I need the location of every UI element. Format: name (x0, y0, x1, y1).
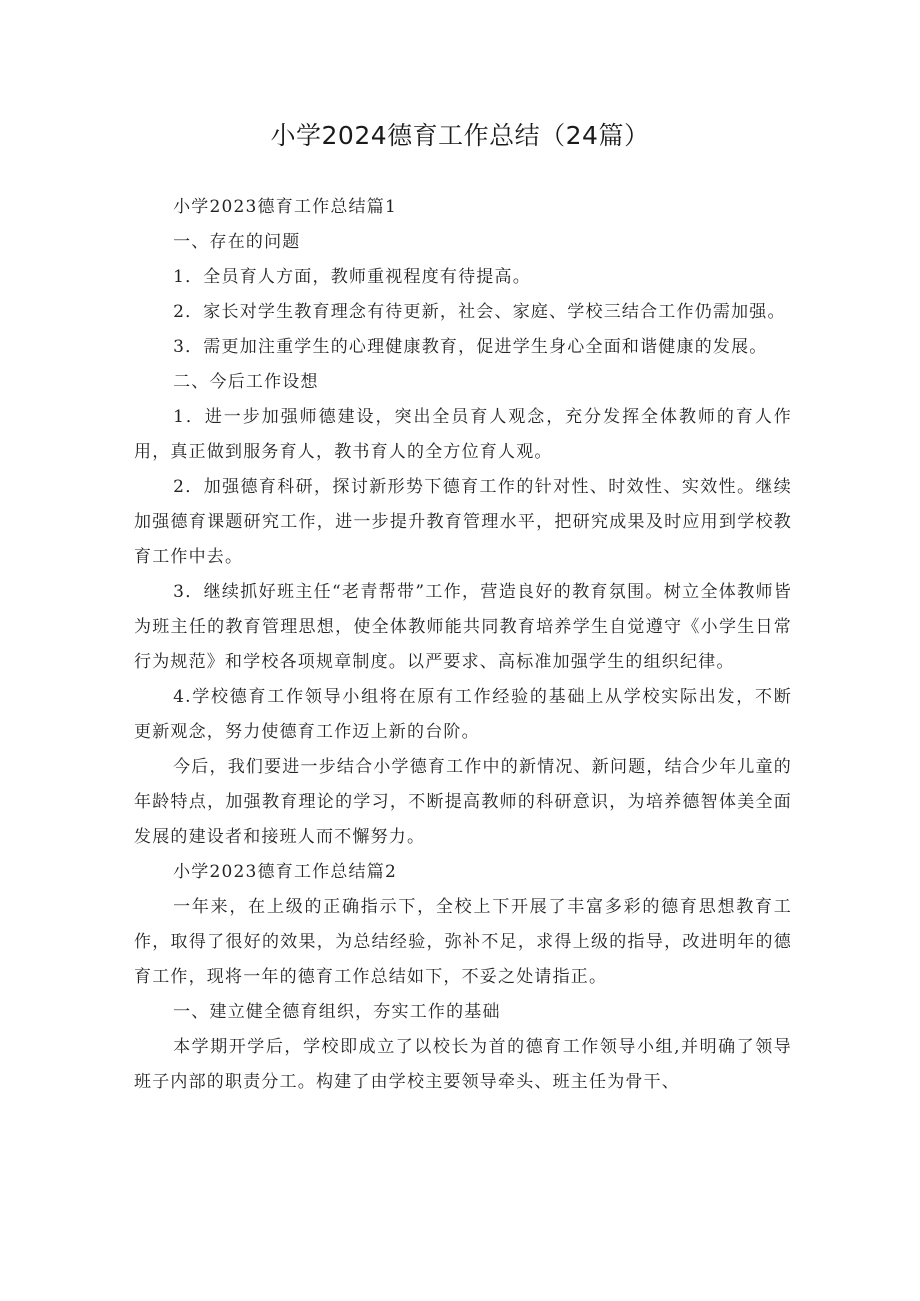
section-heading: 小学2023德育工作总结篇1 (173, 197, 397, 217)
paragraph: 今后，我们要进一步结合小学德育工作中的新情况、新问题，结合少年儿童的年龄特点，加强教育理论的学习，不断提高教师的科研意识，为培养德智体美全面发展的建设者和接班人而不懈努力。 (134, 757, 792, 847)
paragraph: 一年来，在上级的正确指示下，全校上下开展了丰富多彩的德育思想教育工作，取得了很好的效果，为总结经验，弥补不足，求得上级的指导，改进明年的德育工作，现将一年的德育工作总结如下，不妥之处请指正。 (134, 897, 792, 987)
paragraph: 1．进一步加强师德建设，突出全员育人观念，充分发挥全体教师的育人作用，真正做到服务育人，教书育人的全方位育人观。 (134, 407, 792, 462)
paragraph: 3．继续抓好班主任“老青帮带”工作，营造良好的教育氛围。树立全体教师皆为班主任的教育管理思想，使全体教师能共同教育培养学生自觉遵守《小学生日常行为规范》和学校各项规章制度。以严要求、高标准加强学生的组织纪律。 (134, 582, 792, 672)
subsection-heading: 一、存在的问题 (173, 232, 301, 252)
paragraph: 3．需更加注重学生的心理健康教育，促进学生身心全面和谐健康的发展。 (173, 337, 768, 357)
paragraph: 本学期开学后，学校即成立了以校长为首的德育工作领导小组,并明确了领导班子内部的职责分工。构建了由学校主要领导牵头、班主任为骨干、 (134, 1037, 792, 1092)
paragraph: 2．加强德育科研，探讨新形势下德育工作的针对性、时效性、实效性。继续加强德育课题研究工作，进一步提升教育管理水平，把研究成果及时应用到学校教育工作中去。 (134, 477, 792, 567)
document-title: 小学2024德育工作总结（24篇） (270, 121, 650, 150)
paragraph: 1．全员育人方面，教师重视程度有待提高。 (173, 267, 531, 287)
paragraph: 2．家长对学生教育理念有待更新，社会、家庭、学校三结合工作仍需加强。 (173, 302, 786, 322)
paragraph: 4.学校德育工作领导小组将在原有工作经验的基础上从学校实际出发，不断更新观念，努力使德育工作迈上新的台阶。 (134, 687, 792, 742)
section-heading: 小学2023德育工作总结篇2 (173, 862, 397, 882)
subsection-heading: 一、建立健全德育组织，夯实工作的基础 (173, 1002, 501, 1022)
subsection-heading: 二、今后工作设想 (173, 372, 319, 392)
document-body (134, 190, 792, 1100)
